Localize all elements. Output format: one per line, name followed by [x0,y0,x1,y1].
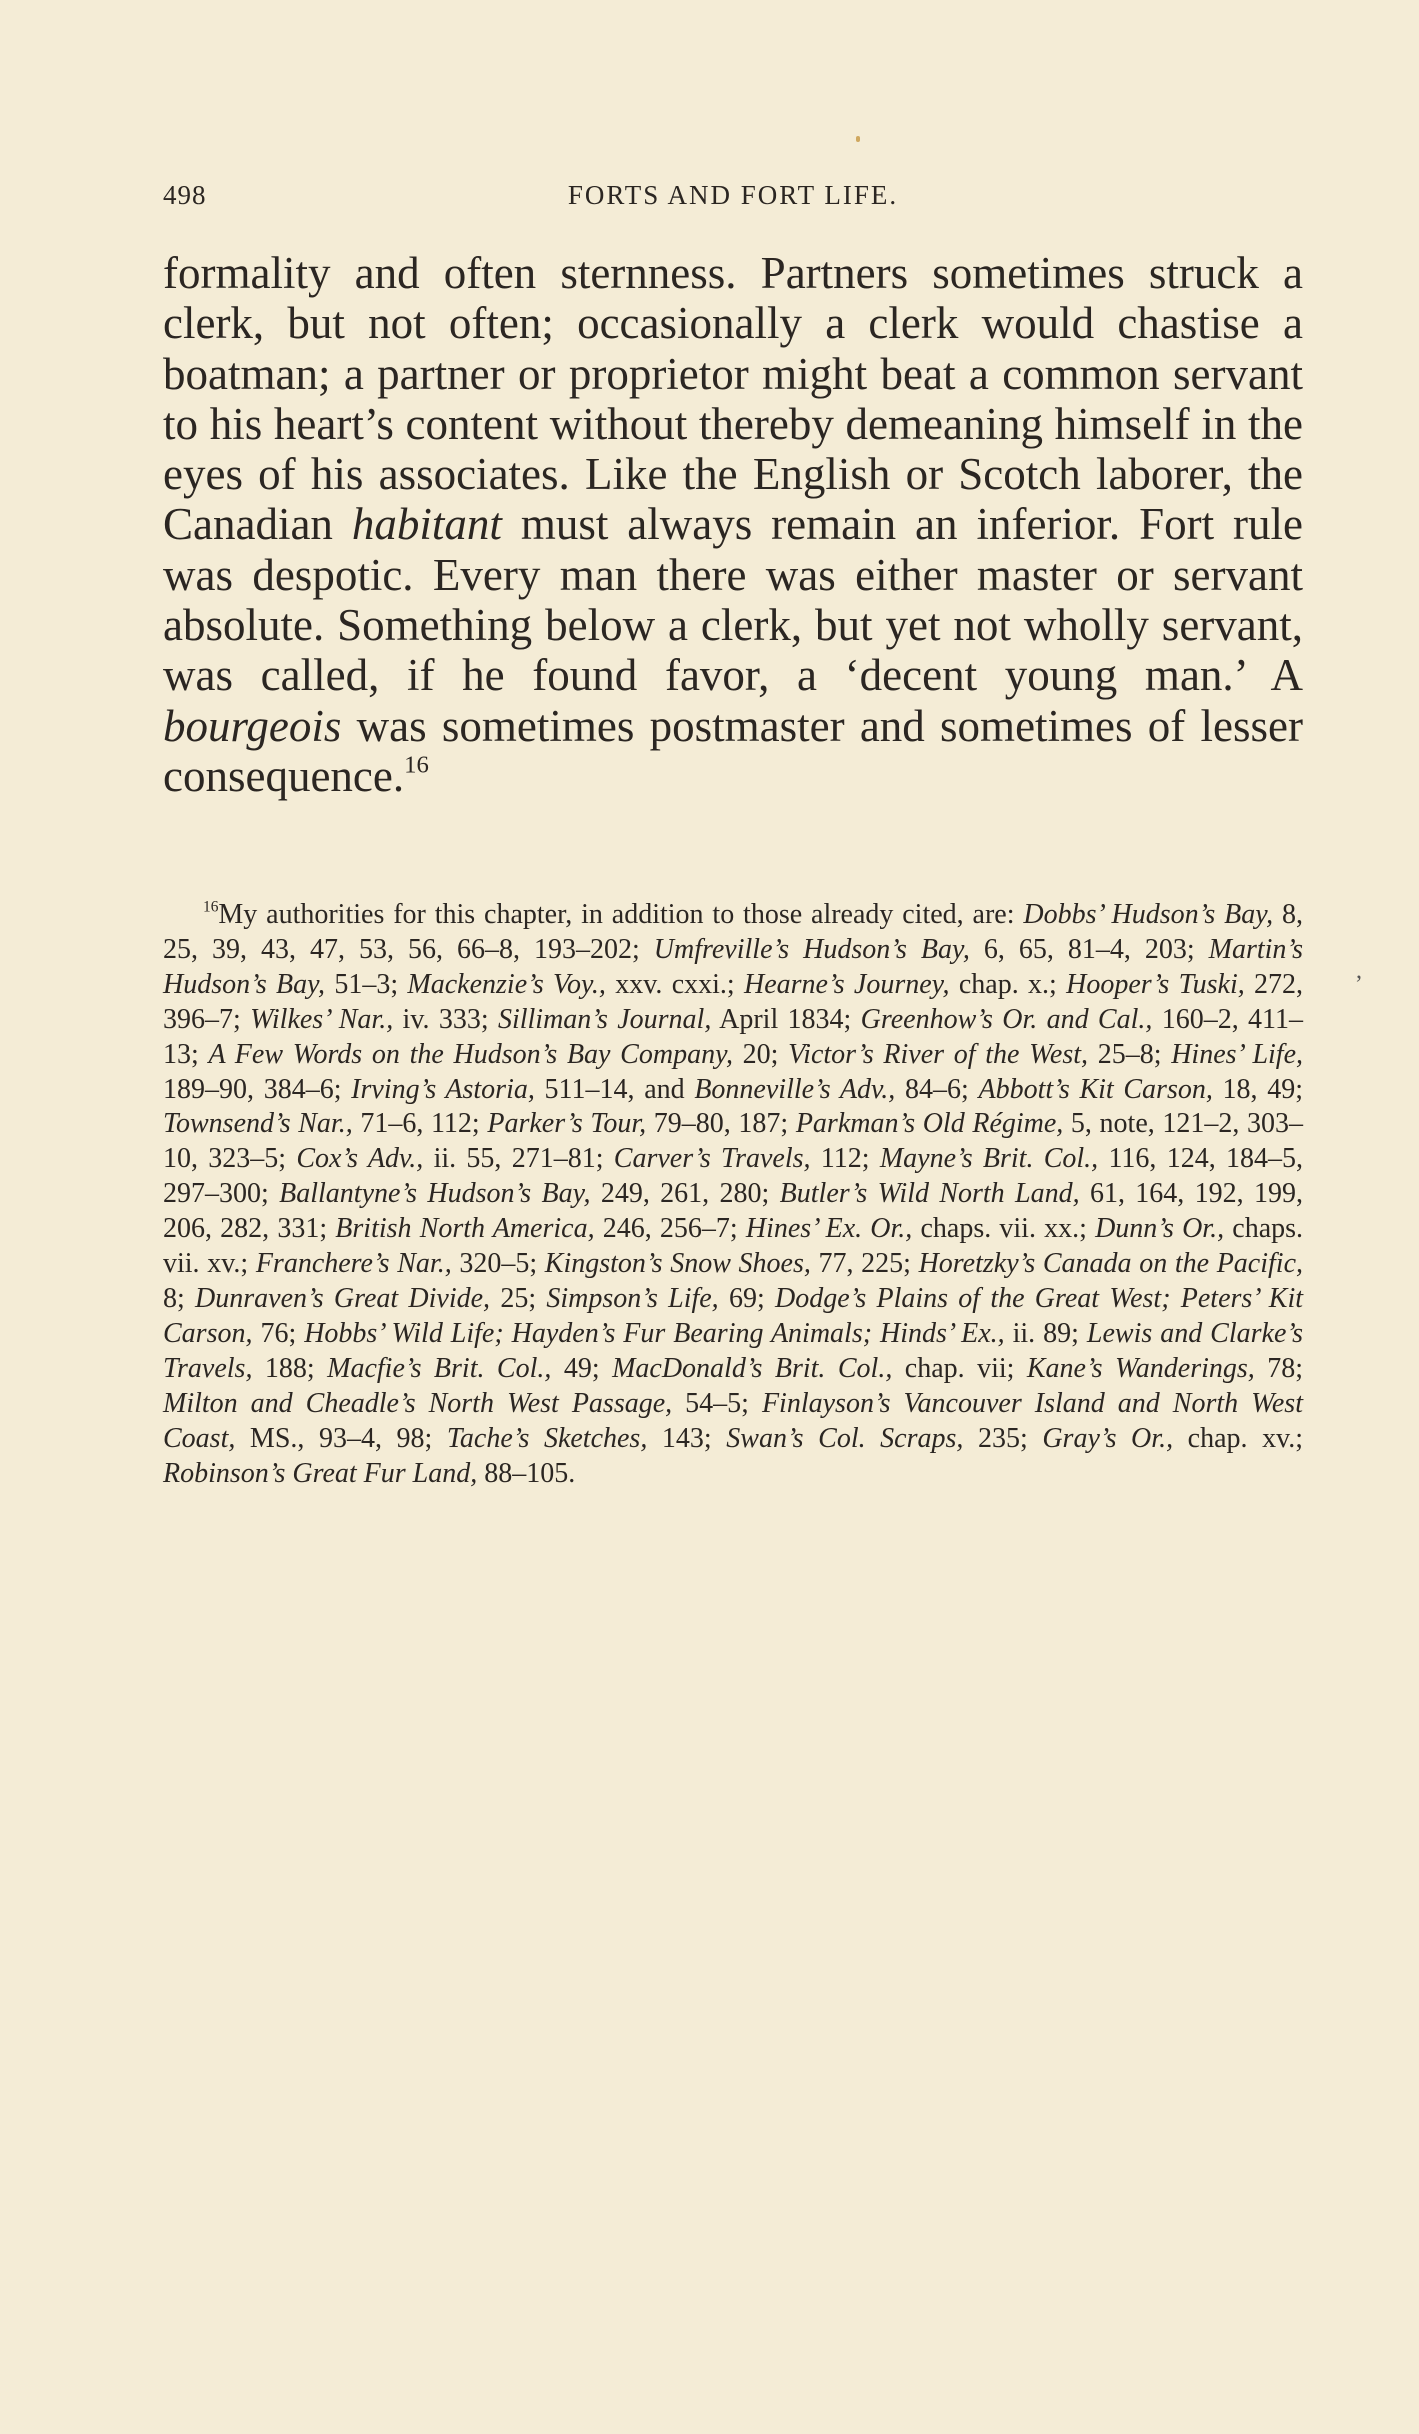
citation-title: Wilkes’ Nar., [250,1003,394,1035]
citation-text: 76; [252,1317,305,1349]
citation-text: 160–2, 411–13; [163,1003,1303,1070]
citation-text: 188; [252,1352,328,1384]
citation-title: Macfie’s Brit. Col., [327,1352,552,1384]
citation-text: 61, 164, 192, 199, 206, 282, 331; [163,1178,1304,1245]
citation-text: 78; [1254,1352,1304,1384]
citation-text: My authorities for this chapter, in addition to those already cited, are: [218,899,1024,930]
citation-title: Lewis and Clarke’s Travels, [163,1317,1303,1384]
citation-title: Horetzky’s Canada on the Pacific, [918,1248,1304,1280]
citation-title: Carver’s Travels, [613,1143,811,1175]
italic-term-habitant: habitant [351,499,502,550]
citation-title: Bonneville’s Adv., [694,1073,896,1105]
citation-text: 88–105. [477,1457,576,1489]
citation-title: Victor’s River of the West, [788,1038,1089,1070]
paper-speck [856,136,860,142]
citation-title: Mayne’s Brit. Col., [879,1143,1099,1175]
citation-title: Franchere’s Nar., [255,1248,452,1280]
citation-text: 272, 396–7; [163,968,1304,1035]
citation-title: Gray’s Or., [1042,1422,1174,1454]
citation-title: Dunn’s Or., [1095,1213,1225,1245]
body-paragraph [163,248,1303,801]
body-text-1: formality and often sternness. Partners sometimes struck a clerk, but not often; occasionally a clerk would chastise a boatman; a partner or proprietor might beat a common servant to his heart’s content without thereby demeaning himself in the eyes of his associates. Like the English or Scotch laborer, the Canadian [163,248,1303,550]
citation-title: Dunraven’s Great Divide, [195,1282,491,1314]
citation-text: 5, note, 121–2, 303–10, 323–5; [163,1108,1303,1175]
citation-text: chaps. vii. xx.; [912,1213,1096,1245]
citation-title: Hines’ Ex. Or., [745,1213,913,1245]
citation-text: 189–90, 384–6; [163,1073,352,1105]
citation-title: Greenhow’s Or. and Cal., [860,1003,1153,1035]
citation-title: Hooper’s Tuski, [1066,968,1245,1000]
body-text-3: was sometimes postmaster and sometimes of lesser consequence. [163,700,1303,801]
citation-title: Silliman’s Journal, [497,1003,712,1035]
citation-title: Dodge’s Plains of the Great West; Peters’ Kit Carson, [163,1282,1304,1349]
citation-title: Umfreville’s Hudson’s Bay, [653,933,970,965]
citation-text: 320–5; [451,1248,545,1280]
citation-text: 49; [551,1352,613,1384]
citation-title: Butler’s Wild North Land, [779,1178,1080,1210]
italic-term-bourgeois: bourgeois [163,700,342,751]
citation-title: Swan’s Col. Scraps, [726,1422,964,1454]
citation-text: April 1834; [711,1003,861,1035]
citation-text: 77, 225; [810,1248,919,1280]
running-head: FORTS AND FORT LIFE. [567,180,899,210]
citation-text: 8; [163,1282,196,1314]
citation-title: Milton and Cheadle’s North West Passage, [163,1387,673,1419]
citation-text: MS., 93–4, 98; [235,1422,447,1454]
citation-title: Tache’s Sketches, [446,1422,648,1454]
citation-text: ii. 55, 271–81; [423,1143,614,1175]
citation-text: chaps. vii. xv.; [163,1213,1304,1280]
citation-title: Hobbs’ Wild Life; Hayden’s Fur Bearing Animals; Hinds’ Ex., [304,1317,1005,1349]
citation-text: xxv. cxxi.; [605,968,745,1000]
body-text-2: must always remain an inferior. Fort rule was despotic. Every man there was either master or servant absolute. Something below a clerk, but yet not wholly servant, was called, if he found favor, a ‘decent young man.’ A [163,499,1304,701]
citation-text: 25; [490,1282,547,1314]
stray-ink-mark: , [1356,958,1362,984]
citation-title: Ballantyne’s Hudson’s Bay, [279,1178,591,1210]
citation-text: chap. x.; [949,968,1067,1000]
citation-text: 69; [718,1282,775,1314]
citation-text: 25–8; [1088,1038,1172,1070]
citation-title: Irving’s Astoria, [351,1073,535,1105]
citation-text: chap. vii; [892,1352,1027,1384]
footnote [163,898,1303,1491]
citation-text: 249, 261, 280; [590,1178,780,1210]
citation-title: Parker’s Tour, [487,1108,647,1140]
citation-text: 112; [810,1143,880,1175]
citation-text: 51–3; [325,968,408,1000]
citation-text: 143; [647,1422,727,1454]
page-header [163,180,1303,224]
citation-title: Abbott’s Kit Carson, [978,1073,1213,1105]
citation-title: Simpson’s Life, [546,1282,719,1314]
citation-title: Finlayson’s Vancouver Island and North West Coast, [163,1387,1303,1454]
citation-title: Mackenzie’s Voy., [407,968,606,1000]
citation-text: 20; [732,1038,789,1070]
footnote-marker: 16 [203,898,219,916]
citation-text: 116, 124, 184–5, 297–300; [163,1143,1303,1210]
citation-text: 6, 65, 81–4, 203; [969,933,1209,965]
citation-text: 54–5; [672,1387,762,1419]
citation-text: 18, 49; [1212,1073,1304,1105]
citation-title: Townsend’s Nar., [163,1108,353,1140]
citation-text: 235; [963,1422,1043,1454]
citation-title: Kane’s Wanderings, [1026,1352,1255,1384]
citation-title: A Few Words on the Hudson’s Bay Company, [208,1038,733,1070]
citation-text: iv. 333; [393,1003,498,1035]
citation-title: British North America, [335,1213,595,1245]
citation-title: Cox’s Adv., [296,1143,424,1175]
citation-text: ii. 89; [1004,1317,1087,1349]
citation-text: 71–6, 112; [352,1108,488,1140]
citation-title: MacDonald’s Brit. Col., [612,1352,893,1384]
page-number: 498 [163,180,207,210]
citation-title: Kingston’s Snow Shoes, [544,1248,811,1280]
citation-text: 84–6; [895,1073,979,1105]
citation-text: 246, 256–7; [594,1213,746,1245]
citation-text: 511–14, and [534,1073,695,1105]
citation-title: Robinson’s Great Fur Land, [163,1457,478,1489]
citation-text: chap. xv.; [1173,1422,1304,1454]
citation-title: Hearne’s Journey, [744,968,950,1000]
citation-text: 8, 25, 39, 43, 47, 53, 56, 66–8, 193–202; [163,899,1303,965]
citation-title: Martin’s Hudson’s Bay, [163,933,1304,1000]
footnote-reference: 16 [404,751,429,779]
citation-title: Parkman’s Old Régime, [795,1108,1064,1140]
citation-text: 79–80, 187; [646,1108,796,1140]
citation-title: Dobbs’ Hudson’s Bay, [1023,899,1274,930]
citation-title: Hines’ Life, [1171,1038,1304,1070]
